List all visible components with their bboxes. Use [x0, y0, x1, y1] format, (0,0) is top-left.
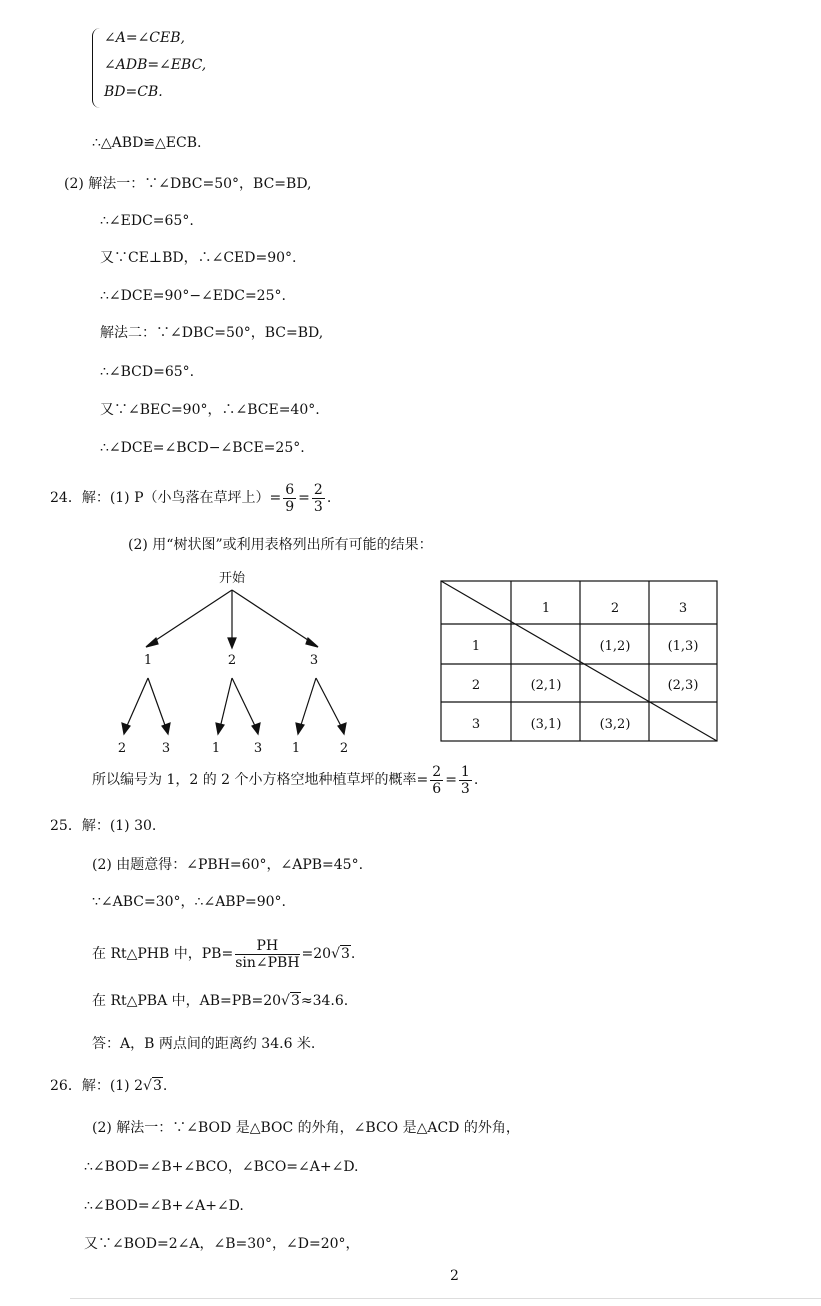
q26-part2: (2) 解法一：∵∠BOD 是△BOC 的外角，∠BCO 是△ACD 的外角，: [92, 1120, 520, 1136]
table-col-3: 3: [678, 601, 688, 616]
table-row-label-2: 2: [471, 678, 481, 693]
system-line-2: ∠ADB=∠EBC,: [104, 57, 207, 73]
page-number: 2: [450, 1268, 459, 1284]
q26-part1: 26．解：(1) 2√3.: [50, 1078, 168, 1094]
tree-root: 开始: [218, 571, 246, 586]
q24-part1: 24．解：(1) P（小鸟落在草坪上）= $\frac{6}{9}$ = $\frac{2}{3}$ .: [50, 481, 332, 515]
q24-probability: 所以编号为 1，2 的 2 个小方格空地种植草坪的概率= $\frac{2}{6}$ = $\frac{1}{3}$ .: [92, 763, 479, 797]
table-col-1: 1: [541, 601, 551, 616]
tree-l2-2: 3: [161, 741, 171, 756]
q26-line-2: ∴∠BOD=∠B+∠BCO，∠BCO=∠A+∠D.: [84, 1159, 359, 1175]
q25-pb: 在 Rt△PHB 中，PB= $\frac{PH}{\text{sin∠PBH}}$ =20√3.: [92, 937, 356, 971]
tree-l1-3: 3: [309, 653, 319, 668]
tree-l2-4: 3: [253, 741, 263, 756]
q25-part1: 25．解：(1) 30.: [50, 818, 157, 834]
line-dce-1: ∴∠DCE=90°−∠EDC=25°.: [100, 288, 286, 304]
system-line-3: BD=CB.: [104, 84, 163, 100]
q25-part2: (2) 由题意得：∠PBH=60°，∠APB=45°.: [92, 857, 364, 873]
line-bcd: ∴∠BCD=65°.: [100, 364, 195, 380]
q24-part2: (2) 用“树状图”或利用表格列出所有可能的结果：: [128, 537, 433, 553]
table-cell: (1,3): [667, 639, 699, 654]
table-row-label-3: 3: [471, 717, 481, 732]
table-cell: (2,3): [667, 678, 699, 693]
system-brace: [92, 28, 101, 108]
tree-l1-2: 2: [227, 653, 237, 668]
system-line-1: ∠A=∠CEB,: [104, 30, 185, 46]
line-dce-2: ∴∠DCE=∠BCD−∠BCE=25°.: [100, 440, 305, 456]
table-row-label-1: 1: [471, 639, 481, 654]
part2-method1: (2) 解法一：∵∠DBC=50°，BC=BD,: [64, 176, 312, 192]
tree-l2-5: 1: [291, 741, 301, 756]
tree-l2-6: 2: [339, 741, 349, 756]
table-cell: (1,2): [599, 639, 631, 654]
table-col-2: 2: [610, 601, 620, 616]
conclusion-congruent: ∴△ABD≌△ECB.: [92, 135, 202, 151]
q25-answer: 答：A，B 两点间的距离约 34.6 米.: [92, 1036, 316, 1052]
table-cell: (3,2): [599, 717, 631, 732]
table-cell: (3,1): [530, 717, 562, 732]
q26-line-4: 又∵∠BOD=2∠A，∠B=30°，∠D=20°，: [84, 1236, 360, 1252]
footer-divider: [70, 1298, 821, 1299]
tree-diagram: [100, 566, 370, 766]
q25-ab: 在 Rt△PBA 中，AB=PB=20√3≈34.6.: [92, 993, 349, 1009]
part2-method2: 解法二：∵∠DBC=50°，BC=BD,: [100, 325, 324, 341]
tree-l2-1: 2: [117, 741, 127, 756]
line-bce: 又∵∠BEC=90°，∴∠BCE=40°.: [100, 402, 320, 418]
q25-abp: ∵∠ABC=30°，∴∠ABP=90°.: [92, 894, 287, 910]
table-cell: (2,1): [530, 678, 562, 693]
tree-l2-3: 1: [211, 741, 221, 756]
outcome-table: [440, 580, 720, 744]
tree-l1-1: 1: [143, 653, 153, 668]
line-ced: 又∵CE⊥BD，∴∠CED=90°.: [100, 250, 297, 266]
q26-line-3: ∴∠BOD=∠B+∠A+∠D.: [84, 1198, 244, 1214]
line-edc: ∴∠EDC=65°.: [100, 213, 194, 229]
